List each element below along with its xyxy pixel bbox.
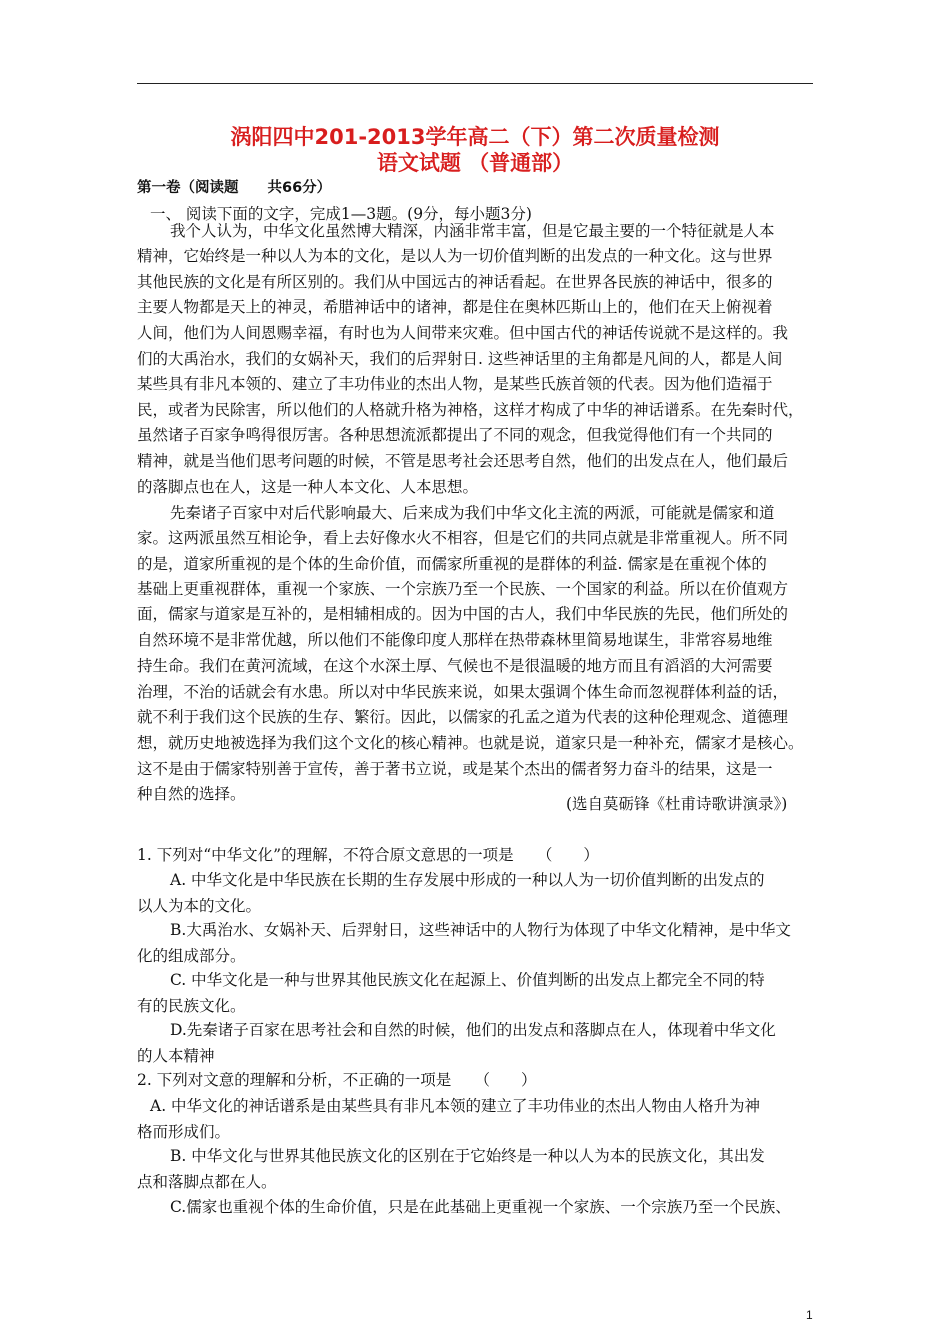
passage-line: 们的大禹治水，我们的女娲补天，我们的后羿射日. 这些神话里的主角都是凡间的人，都是人间	[137, 350, 783, 368]
passage-line: 自然环境不是非常优越，所以他们不能像印度人那样在热带森林里简易地谋生，非常容易地维	[137, 631, 773, 649]
passage-line: 想，就历史地被选择为我们这个文化的核心精神。也就是说，道家只是一种补充，儒家才是核心。	[137, 734, 804, 752]
exam-subtitle: 语文试题 （普通部）	[376, 151, 574, 175]
question-line: A. 中华文化是中华民族在长期的生存发展中形成的一种以人为一切价值判断的出发点的	[170, 871, 765, 889]
passage-line: 这不是由于儒家特别善于宣传，善于著书立说，或是某个杰出的儒者努力奋斗的结果，这是一	[137, 760, 773, 778]
passage-line: 家。这两派虽然互相论争，看上去好像水火不相容，但是它们的共同点就是非常重视人。所不同	[137, 529, 789, 547]
passage-line: 某些具有非凡本领的、建立了丰功伟业的杰出人物，是某些氏族首领的代表。因为他们造福于	[137, 375, 773, 393]
passage-line: 面，儒家与道家是互补的，是相辅相成的。因为中国的古人，我们中华民族的先民，他们所处的	[137, 605, 789, 623]
page-number: 1	[806, 1308, 813, 1322]
question-line: 点和落脚点都在人。	[137, 1173, 277, 1191]
passage-line: 治理，不治的话就会有水患。所以对中华民族来说，如果太强调个体生命而忽视群体利益的话，	[137, 683, 789, 701]
question-line: D.先秦诸子百家在思考社会和自然的时候，他们的出发点和落脚点在人，体现着中华文化	[170, 1021, 776, 1039]
passage-line: 的是，道家所重视的是个体的生命价值，而儒家所重视的是群体的利益. 儒家是在重视个体的	[137, 555, 767, 573]
passage-line: 的落脚点也在人，这是一种人本文化、人本思想。	[137, 478, 479, 496]
passage-line: 人间，他们为人间恩赐幸福，有时也为人间带来灾难。但中国古代的神话传说就不是这样的。我	[137, 324, 789, 342]
question-line: 格而形成们。	[137, 1123, 231, 1141]
question-line: 化的组成部分。	[137, 947, 246, 965]
question-line: C.儒家也重视个体的生命价值，只是在此基础上更重视一个家族、一个宗族乃至一个民族、	[170, 1198, 791, 1216]
question-line: 有的民族文化。	[137, 997, 246, 1015]
question-line: 的人本精神	[137, 1047, 215, 1065]
header-rule	[137, 83, 813, 84]
passage-line: 基础上更重视群体，重视一个家族、一个宗族乃至一个民族、一个国家的利益。所以在价值观方	[137, 580, 789, 598]
passage-source: (选自莫砺锋《杜甫诗歌讲演录》)	[566, 795, 788, 813]
question-line: 1. 下列对“中华文化”的理解，不符合原文意思的一项是 （ ）	[137, 846, 599, 864]
question-line: 2. 下列对文意的理解和分析，不正确的一项是 （ ）	[137, 1071, 537, 1089]
question-line: A. 中华文化的神话谱系是由某些具有非凡本领的建立了丰功伟业的杰出人物由人格升为神	[150, 1097, 761, 1115]
exam-title: 涡阳四中201-2013学年高二（下）第二次质量检测	[230, 125, 720, 149]
passage-line: 主要人物都是天上的神灵，希腊神话中的诸神，都是住在奥林匹斯山上的，他们在天上俯视着	[137, 298, 773, 316]
question-line: B. 中华文化与世界其他民族文化的区别在于它始终是一种以人为本的民族文化，其出发	[170, 1147, 765, 1165]
instruction: 一、 阅读下面的文字，完成1—3题。(9分，每小题3分)	[150, 205, 532, 223]
passage-line: 持生命。我们在黄河流域，在这个水深土厚、气候也不是很温暖的地方而且有滔滔的大河需要	[137, 657, 773, 675]
question-line: 以人为本的文化。	[137, 897, 262, 915]
passage-line: 种自然的选择。	[137, 785, 246, 803]
section-heading: 第一卷（阅读题 共66分）	[137, 180, 332, 196]
passage-line: 我个人认为，中华文化虽然博大精深，内涵非常丰富，但是它最主要的一个特征就是人本	[170, 222, 775, 240]
passage-line: 就不利于我们这个民族的生存、繁衍。因此，以儒家的孔孟之道为代表的这种伦理观念、道德理	[137, 708, 789, 726]
passage-line: 精神，它始终是一种以人为本的文化，是以人为一切价值判断的出发点的一种文化。这与世界	[137, 247, 773, 265]
passage-line: 民，或者为民除害，所以他们的人格就升格为神格，这样才构成了中华的神话谱系。在先秦时代，	[137, 401, 804, 419]
question-line: B.大禹治水、女娲补天、后羿射日，这些神话中的人物行为体现了中华文化精神，是中华文	[170, 921, 791, 939]
passage-line: 精神，就是当他们思考问题的时候，不管是思考社会还思考自然，他们的出发点在人，他们最后	[137, 452, 789, 470]
passage-line: 虽然诸子百家争鸣得很厉害。各种思想流派都提出了不同的观念，但我觉得他们有一个共同的	[137, 426, 773, 444]
passage-line: 先秦诸子百家中对后代影响最大、后来成为我们中华文化主流的两派，可能就是儒家和道	[170, 504, 775, 522]
passage-line: 其他民族的文化是有所区别的。我们从中国远古的神话看起。在世界各民族的神话中，很多的	[137, 273, 773, 291]
question-line: C. 中华文化是一种与世界其他民族文化在起源上、价值判断的出发点上都完全不同的特	[170, 971, 765, 989]
